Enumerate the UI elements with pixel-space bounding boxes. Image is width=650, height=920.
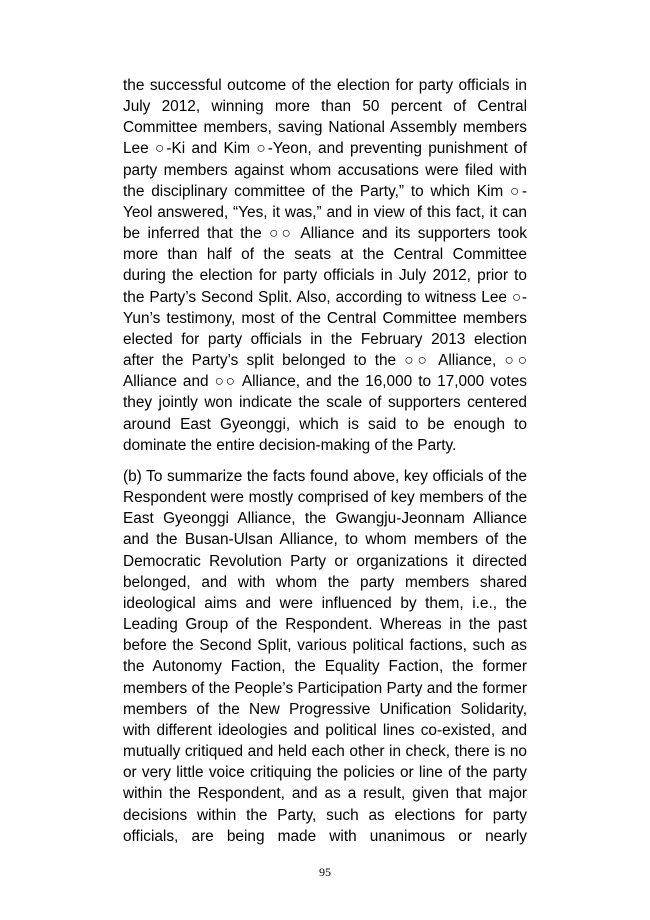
body-paragraph-2: (b) To summarize the facts found above, key officials of the Respondent were mostly comprised of key members of the East Gyeonggi Alliance, the Gwangju-Jeonnam Alliance and the Busan-Ulsan Alliance, to whom members of the Democratic Revolution Party or organizations it directed belonged, and with whom the party members shared ideological aims and were influenced by them, i.e., the Leading Group of the Respondent. Whereas in the past before the Second Split, various political factions, such as the Autonomy Faction, the Equality Faction, the former members of the People’s Participation Party and the former members of the New Progressive Unification Solidarity, with different ideologies and political lines co-existed, and mutually critiqued and held each other in check, there is no or very little voice critiquing the policies or line of the party within the Respondent, and as a result, given that major decisions within the Party, such as elections for party officials, are being made with unanimous or nearly [123, 468, 527, 845]
body-paragraph-1: the successful outcome of the election for party officials in July 2012, winning more than 50 percent of Central Committee members, saving National Assembly members Lee ○-Ki and Kim ○-Yeon, and preventing punishment of party members against whom accusations were filed with the disciplinary committee of the Party,” to which Kim ○-Yeol answered, “Yes, it was,” and in view of this fact, it can be inferred that the ○○ Alliance and its supporters took more than half of the seats at the Central Committee during the election for party officials in July 2012, prior to the Party’s Second Split. Also, according to witness Lee ○-Yun’s testimony, most of the Central Committee members elected for party officials in the February 2013 election after the Party’s split belonged to the ○○ Alliance, ○○ Alliance and ○○ Alliance, and the 16,000 to 17,000 votes they jointly won indicate the scale of supporters centered around East Gyeonggi, which is said to be enough to dominate the entire decision-making of the Party. [123, 77, 527, 454]
page-number: 95 [319, 865, 331, 879]
